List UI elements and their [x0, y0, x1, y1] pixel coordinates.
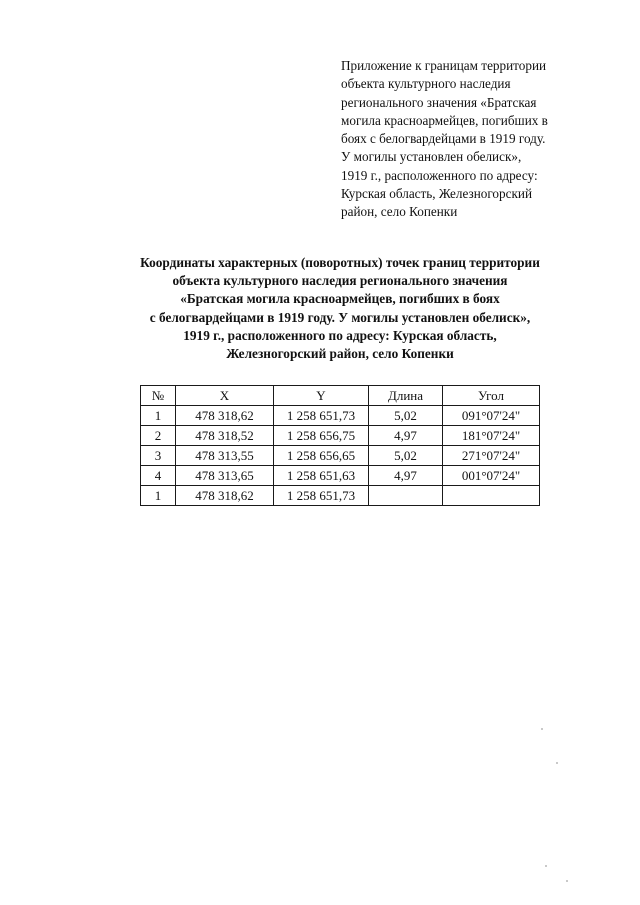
table-row [141, 486, 540, 506]
annex-note: Приложение к границам территории объекта культурного наследия регионального значения «Братская могила красноармейцев, погибших в боях с белогвардейцами в 1919 году. У могилы установлен обелиск», 1919 г., расположенного по адресу: Курская область, Железногорский район, село Копенки [341, 58, 548, 220]
cell-length [369, 486, 443, 506]
cell-y: 1 258 656,75 [274, 426, 369, 446]
column-header-length: Длина [369, 386, 443, 406]
cell-x: 478 318,62 [176, 406, 274, 426]
cell-angle: 271°07'24" [443, 446, 540, 466]
cell-x: 478 313,65 [176, 466, 274, 486]
cell-number: 2 [141, 426, 176, 446]
cell-x: 478 318,52 [176, 426, 274, 446]
table-row [141, 406, 540, 426]
scan-speck [541, 728, 543, 730]
scan-speck [556, 762, 558, 764]
cell-angle: 181°07'24" [443, 426, 540, 446]
cell-y: 1 258 651,73 [274, 486, 369, 506]
scan-speck [545, 865, 547, 867]
cell-length: 4,97 [369, 466, 443, 486]
table-row [141, 466, 540, 486]
table-row [141, 446, 540, 466]
column-header-x: X [176, 386, 274, 406]
column-header-number: № [141, 386, 176, 406]
cell-angle: 001°07'24" [443, 466, 540, 486]
cell-number: 4 [141, 466, 176, 486]
cell-length: 5,02 [369, 446, 443, 466]
document-heading: Координаты характерных (поворотных) точек границ территории объекта культурного наследия регионального значения «Братская могила красноармейцев, погибших в боях с белогвардейцами в 1919 году. У могилы установлен обелиск», 1919 г., расположенного по адресу: Курская область, Железногорский район, село Копенки [140, 255, 540, 362]
cell-x: 478 318,62 [176, 486, 274, 506]
cell-y: 1 258 656,65 [274, 446, 369, 466]
cell-angle [443, 486, 540, 506]
table-row [141, 426, 540, 446]
cell-number: 1 [141, 406, 176, 426]
cell-y: 1 258 651,73 [274, 406, 369, 426]
column-header-angle: Угол [443, 386, 540, 406]
cell-length: 5,02 [369, 406, 443, 426]
cell-number: 1 [141, 486, 176, 506]
coordinates-table [140, 385, 540, 506]
cell-angle: 091°07'24" [443, 406, 540, 426]
scan-speck [566, 880, 568, 882]
cell-x: 478 313,55 [176, 446, 274, 466]
cell-number: 3 [141, 446, 176, 466]
table-header-row [141, 386, 540, 406]
cell-length: 4,97 [369, 426, 443, 446]
cell-y: 1 258 651,63 [274, 466, 369, 486]
column-header-y: Y [274, 386, 369, 406]
